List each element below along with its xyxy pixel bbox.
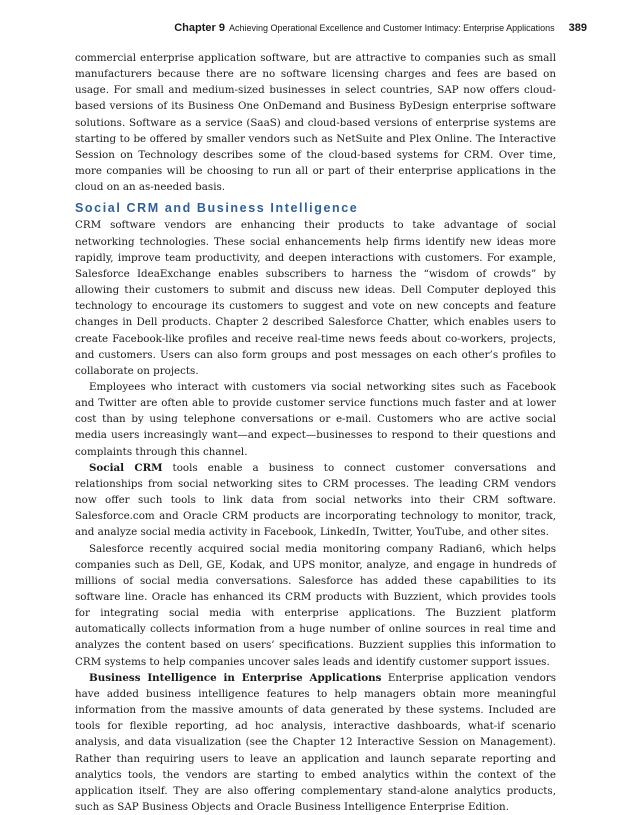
- paragraph-business-intelligence: [75, 670, 556, 815]
- page-number: 389: [568, 22, 587, 34]
- chapter-title: Achieving Operational Excellence and Customer Intimacy: Enterprise Applications: [228, 23, 555, 33]
- paragraph-social-crm-intro: CRM software vendors are enhancing their products to take advantage of social networking technologies. These social enhancements help firms identify new ideas more rapidly, improve team productivity, and deepen interactions with customers. For example, Salesforce IdeaExchange enables subscribers to harness the “wisdom of crowds” by allowing their customers to submit and discuss new ideas. Dell Computer deployed this technology to encourage its customers to suggest and vote on new concepts and feature changes in Dell products. Chapter 2 described Salesforce Chatter, which enables users to create Facebook-like profiles and receive real-time news feeds about co-workers, projects, and customers. Users can also form groups and post messages on each other’s profiles to collaborate on projects.: [75, 219, 556, 377]
- paragraph-social-crm: [75, 460, 556, 541]
- chapter-label: Chapter 9: [174, 22, 225, 34]
- paragraph-social-crm-text: tools enable a business to connect customer conversations and relationships from social networking sites to CRM processes. The leading CRM vendors now offer such tools to link data from social networks into their CRM software. Salesforce.com and Oracle CRM products are incorporating technology to monitor, track, and analyze social media activity in Facebook, LinkedIn, Twitter, YouTube, and other sites.: [75, 461, 556, 539]
- term-social-crm: Social CRM: [89, 461, 163, 474]
- term-business-intelligence: Business Intelligence in Enterprise Applications: [89, 671, 382, 684]
- section-heading: Social CRM and Business Intelligence: [75, 201, 359, 216]
- paragraph-employees: Employees who interact with customers via social networking sites such as Facebook and Twitter are often able to provide customer service functions much faster and at lower cost than by using telephone conversations or e-mail. Customers who are active social media users increasingly want—and expect—businesses to respond to their questions and complaints through this channel.: [75, 380, 556, 458]
- body-text: [75, 50, 556, 815]
- paragraph-salesforce: Salesforce recently acquired social media monitoring company Radian6, which helps companies such as Dell, GE, Kodak, and UPS monitor, analyze, and engage in hundreds of millions of social media conversations. Salesforce has added these capabilities to its software line. Oracle has enhanced its CRM products with Buzzient, which provides tools for integrating social media with enterprise applications. The Buzzient platform automatically collects information from a huge number of online sources in real time and analyzes the content based on users’ specifications. Buzzient supplies this information to CRM systems to help companies uncover sales leads and identify customer support issues.: [75, 542, 556, 668]
- paragraph-business-intelligence-text: Enterprise application vendors have added business intelligence features to help managers obtain more meaningful information from the massive amounts of data generated by these systems. Included are tools for flexible reporting, ad hoc analysis, interactive dashboards, what-if scenario analysis, and data visualization (see the Chapter 12 Interactive Session on Management). Rather than requiring users to leave an application and launch separate reporting and analytics tools, the vendors are starting to embed analytics within the context of the application itself. They are also offering complementary stand-alone analytics products, such as SAP Business Objects and Oracle Business Intelligence Enterprise Edition.: [75, 671, 556, 814]
- header-line: [174, 22, 587, 34]
- paragraph-continuation: commercial enterprise application software, but are attractive to companies such as small manufacturers because there are no software licensing charges and fees are based on usage. For small and medium-sized businesses in select countries, SAP now offers cloud-based versions of its Business One OnDemand and Business ByDesign enterprise software solutions. Software as a service (SaaS) and cloud-based versions of enterprise systems are starting to be offered by smaller vendors such as NetSuite and Plex Online. The Interactive Session on Technology describes some of the cloud-based systems for CRM. Over time, more companies will be choosing to run all or part of their enterprise applications in the cloud on an as-needed basis.: [75, 52, 556, 194]
